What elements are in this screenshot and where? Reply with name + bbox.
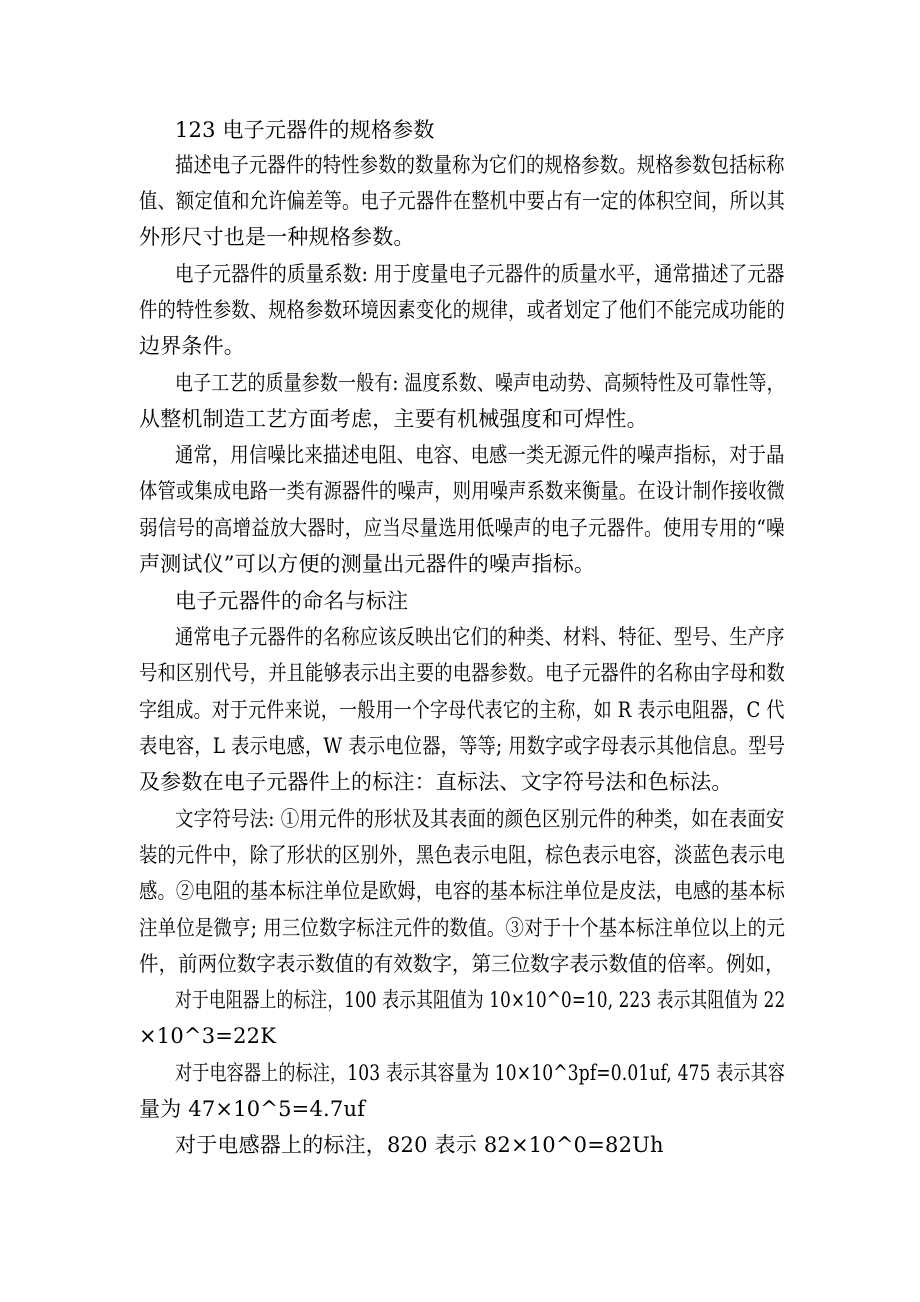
paragraph-line: 感。②电阻的基本标注单位是欧姆，电容的基本标注单位是皮法，电感的基本标 (139, 879, 785, 903)
paragraph-line: 值、额定值和允许偏差等。电子元器件在整机中要占有一定的体积空间，所以其 (139, 189, 785, 213)
paragraph-line: 外形尺寸也是一种规格参数。 (139, 225, 415, 249)
paragraph-line: 通常电子元器件的名称应该反映出它们的种类、材料、特征、型号、生产序 (175, 625, 785, 649)
paragraph-line: 边界条件。 (139, 334, 245, 358)
paragraph-line: 及参数在电子元器件上的标注：直标法、文字符号法和色标法。 (139, 770, 733, 794)
paragraph-line: 量为 47×10^5=4.7uf (139, 1097, 366, 1121)
paragraph-line: 文字符号法: ①用元件的形状及其表面的颜色区别元件的种类，如在表面安 (175, 807, 785, 831)
paragraph-line: 注单位是微亨; 用三位数字标注元件的数值。③对于十个基本标注单位以上的元 (139, 916, 785, 940)
paragraph-line: 声测试仪”可以方便的测量出元器件的噪声指标。 (139, 552, 596, 576)
paragraph-line: 从整机制造工艺方面考虑，主要有机械强度和可焊性。 (139, 407, 648, 431)
paragraph-line: 对于电容器上的标注，103 表示其容量为 10×10^3pf=0.01uf, 475 表示其容 (175, 1061, 786, 1085)
paragraph-line: 件，前两位数字表示数值的有效数字，第三位数字表示数值的倍率。例如， (139, 952, 785, 976)
section-heading: 123 电子元器件的规格参数 (175, 118, 435, 142)
paragraph-line: 表电容，L 表示电感，W 表示电位器，等等; 用数字或字母表示其他信息。型号 (139, 734, 786, 758)
paragraph-line: 描述电子元器件的特性参数的数量称为它们的规格参数。规格参数包括标称 (175, 153, 785, 177)
paragraph-line: ×10^3=22K (139, 1024, 277, 1048)
paragraph-line: 电子元器件的质量系数: 用于度量电子元器件的质量水平，通常描述了元器 (175, 262, 785, 286)
paragraph-line: 弱信号的高增益放大器时，应当尽量选用低噪声的电子元器件。使用专用的“噪 (139, 516, 785, 540)
paragraph-line: 件的特性参数、规格参数环境因素变化的规律，或者划定了他们不能完成功能的 (139, 298, 785, 322)
paragraph-line: 对于电阻器上的标注，100 表示其阻值为 10×10^0=10, 223 表示其阻值为 22 (175, 988, 786, 1012)
paragraph-line: 体管或集成电路一类有源器件的噪声，则用噪声系数来衡量。在设计制作接收微 (139, 479, 785, 503)
paragraph-line: 号和区别代号，并且能够表示出主要的电器参数。电子元器件的名称由字母和数 (139, 661, 785, 685)
paragraph-line: 电子工艺的质量参数一般有: 温度系数、噪声电动势、高频特性及可靠性等， (175, 371, 785, 395)
paragraph-line: 装的元件中，除了形状的区别外，黑色表示电阻，棕色表示电容，淡蓝色表示电 (139, 843, 785, 867)
section-heading: 电子元器件的命名与标注 (175, 589, 409, 613)
paragraph-line: 通常，用信噪比来描述电阻、电容、电感一类无源元件的噪声指标，对于晶 (175, 443, 785, 467)
paragraph-line: 字组成。对于元件来说，一般用一个字母代表它的主称，如 R 表示电阻器，C 代 (139, 698, 785, 722)
paragraph-line: 对于电感器上的标注，820 表示 82×10^0=82Uh (175, 1133, 664, 1157)
